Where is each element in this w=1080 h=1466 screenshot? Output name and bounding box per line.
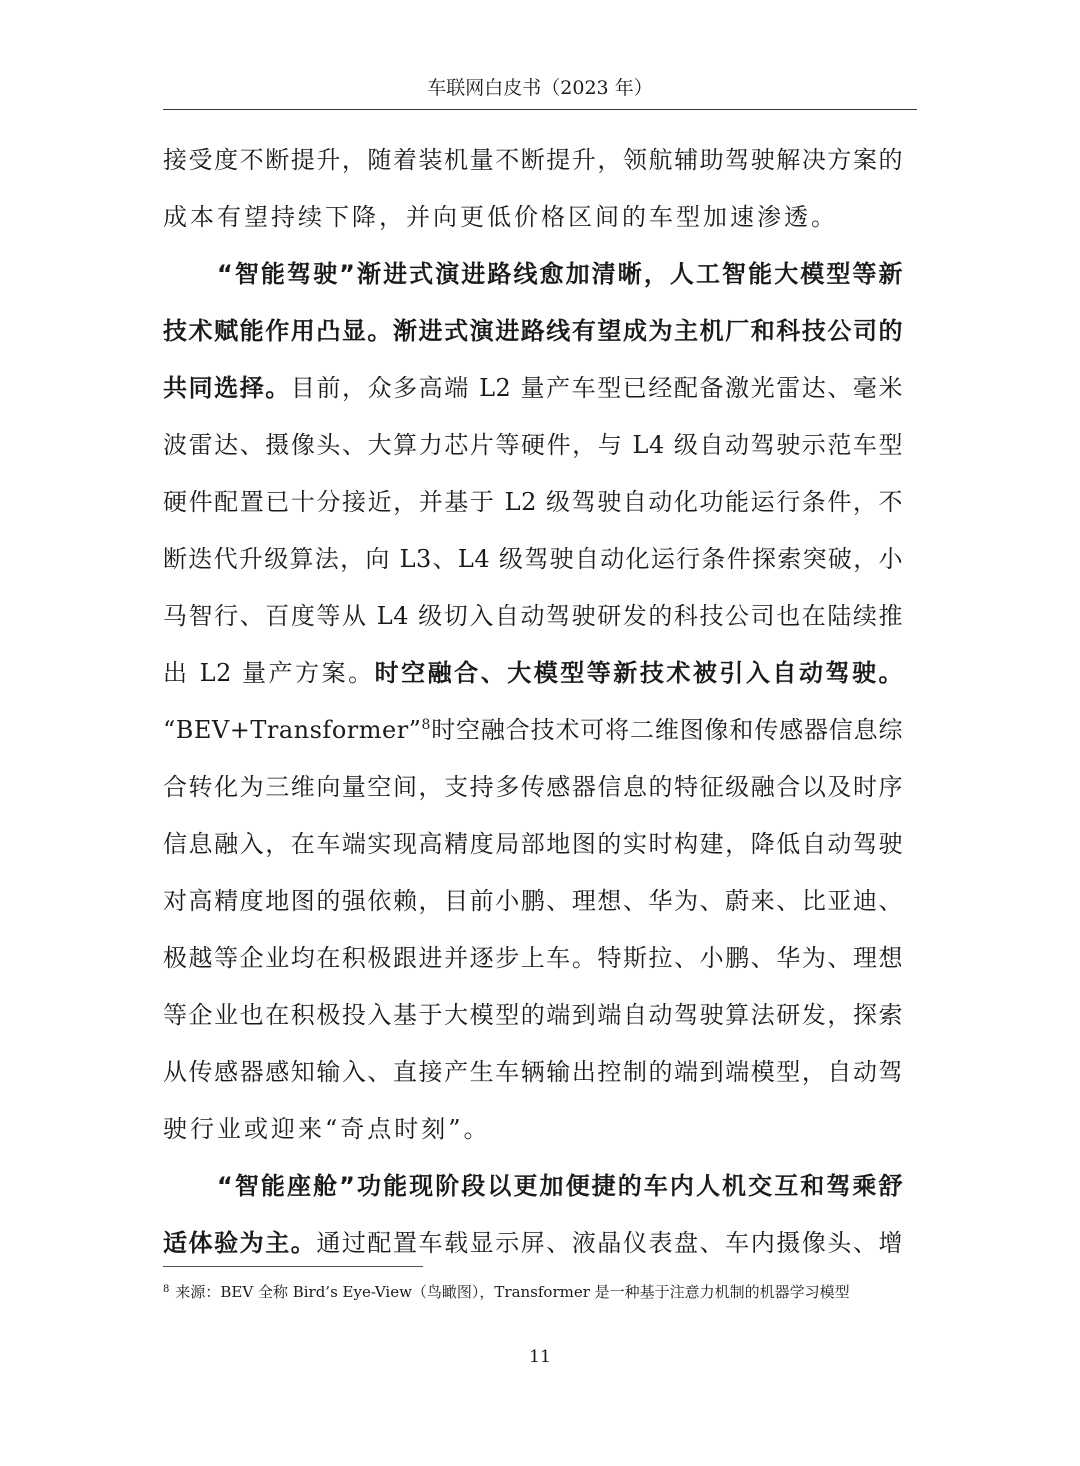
running-header: 车联网白皮书（2023 年）	[427, 77, 653, 99]
paragraph-3	[163, 1158, 903, 1272]
text-line: “智能座舱”功能现阶段以更加便捷的车内人机交互和驾乘舒	[217, 1172, 903, 1200]
line-text: 目前，众多高端 L2 量产车型已经配备激光雷达、毫米	[290, 374, 904, 402]
text-line	[163, 702, 903, 759]
bold-lead: 共同选择。	[163, 374, 291, 402]
footnote	[163, 1279, 903, 1303]
text-line: 合转化为三维向量空间，支持多传感器信息的特征级融合以及时序	[163, 773, 903, 801]
text-line	[163, 645, 903, 702]
footnote-reference[interactable]: 8	[421, 717, 431, 733]
line-text: 出 L2 量产方案。	[163, 659, 375, 687]
page-number: 11	[529, 1347, 551, 1367]
line-text: 通过配置车载显示屏、液晶仪表盘、车内摄像头、增	[316, 1229, 904, 1257]
text-line: 极越等企业均在积极跟进并逐步上车。特斯拉、小鹏、华为、理想	[163, 944, 903, 972]
text-line: 断迭代升级算法，向 L3、L4 级驾驶自动化运行条件探索突破，小	[163, 545, 903, 573]
text-line: 马智行、百度等从 L4 级切入自动驾驶研发的科技公司也在陆续推	[163, 602, 903, 630]
footnote-divider	[163, 1266, 423, 1267]
line-text: 时空融合技术可将二维图像和传感器信息综	[430, 716, 903, 744]
text-line: 成本有望持续下降，并向更低价格区间的车型加速渗透。	[163, 203, 838, 231]
text-line: 等企业也在积极投入基于大模型的端到端自动驾驶算法研发，探索	[163, 1001, 903, 1029]
text-line: 接受度不断提升，随着装机量不断提升，领航辅助驾驶解决方案的	[163, 146, 903, 174]
text-line: 技术赋能作用凸显。渐进式演进路线有望成为主机厂和科技公司的	[163, 317, 903, 345]
bold-sentence: 时空融合、大模型等新技术被引入自动驾驶。	[374, 659, 903, 687]
text-line	[163, 1215, 903, 1272]
paragraph-2	[163, 246, 903, 1158]
text-line: 对高精度地图的强依赖，目前小鹏、理想、华为、蔚来、比亚迪、	[163, 887, 903, 915]
footnote-number: 8	[163, 1284, 170, 1295]
header-divider	[163, 109, 917, 110]
bold-lead: 适体验为主。	[163, 1229, 317, 1257]
text-line: 驶行业或迎来“奇点时刻”。	[163, 1115, 491, 1143]
text-line: 波雷达、摄像头、大算力芯片等硬件，与 L4 级自动驾驶示范车型	[163, 431, 903, 459]
text-line	[163, 360, 903, 417]
footnote-text: 来源：BEV 全称 Bird’s Eye-View（鸟瞰图），Transformer 是一种基于注意力机制的机器学习模型	[175, 1283, 850, 1301]
text-line: 从传感器感知输入、直接产生车辆输出控制的端到端模型，自动驾	[163, 1058, 903, 1086]
paragraph-1	[163, 132, 903, 246]
text-line: 硬件配置已十分接近，并基于 L2 级驾驶自动化功能运行条件，不	[163, 488, 903, 516]
line-text: “BEV+Transformer”	[163, 716, 422, 744]
text-line: 信息融入，在车端实现高精度局部地图的实时构建，降低自动驾驶	[163, 830, 903, 858]
text-line: “智能驾驶”渐进式演进路线愈加清晰，人工智能大模型等新	[217, 260, 903, 288]
body-text	[163, 132, 903, 1272]
